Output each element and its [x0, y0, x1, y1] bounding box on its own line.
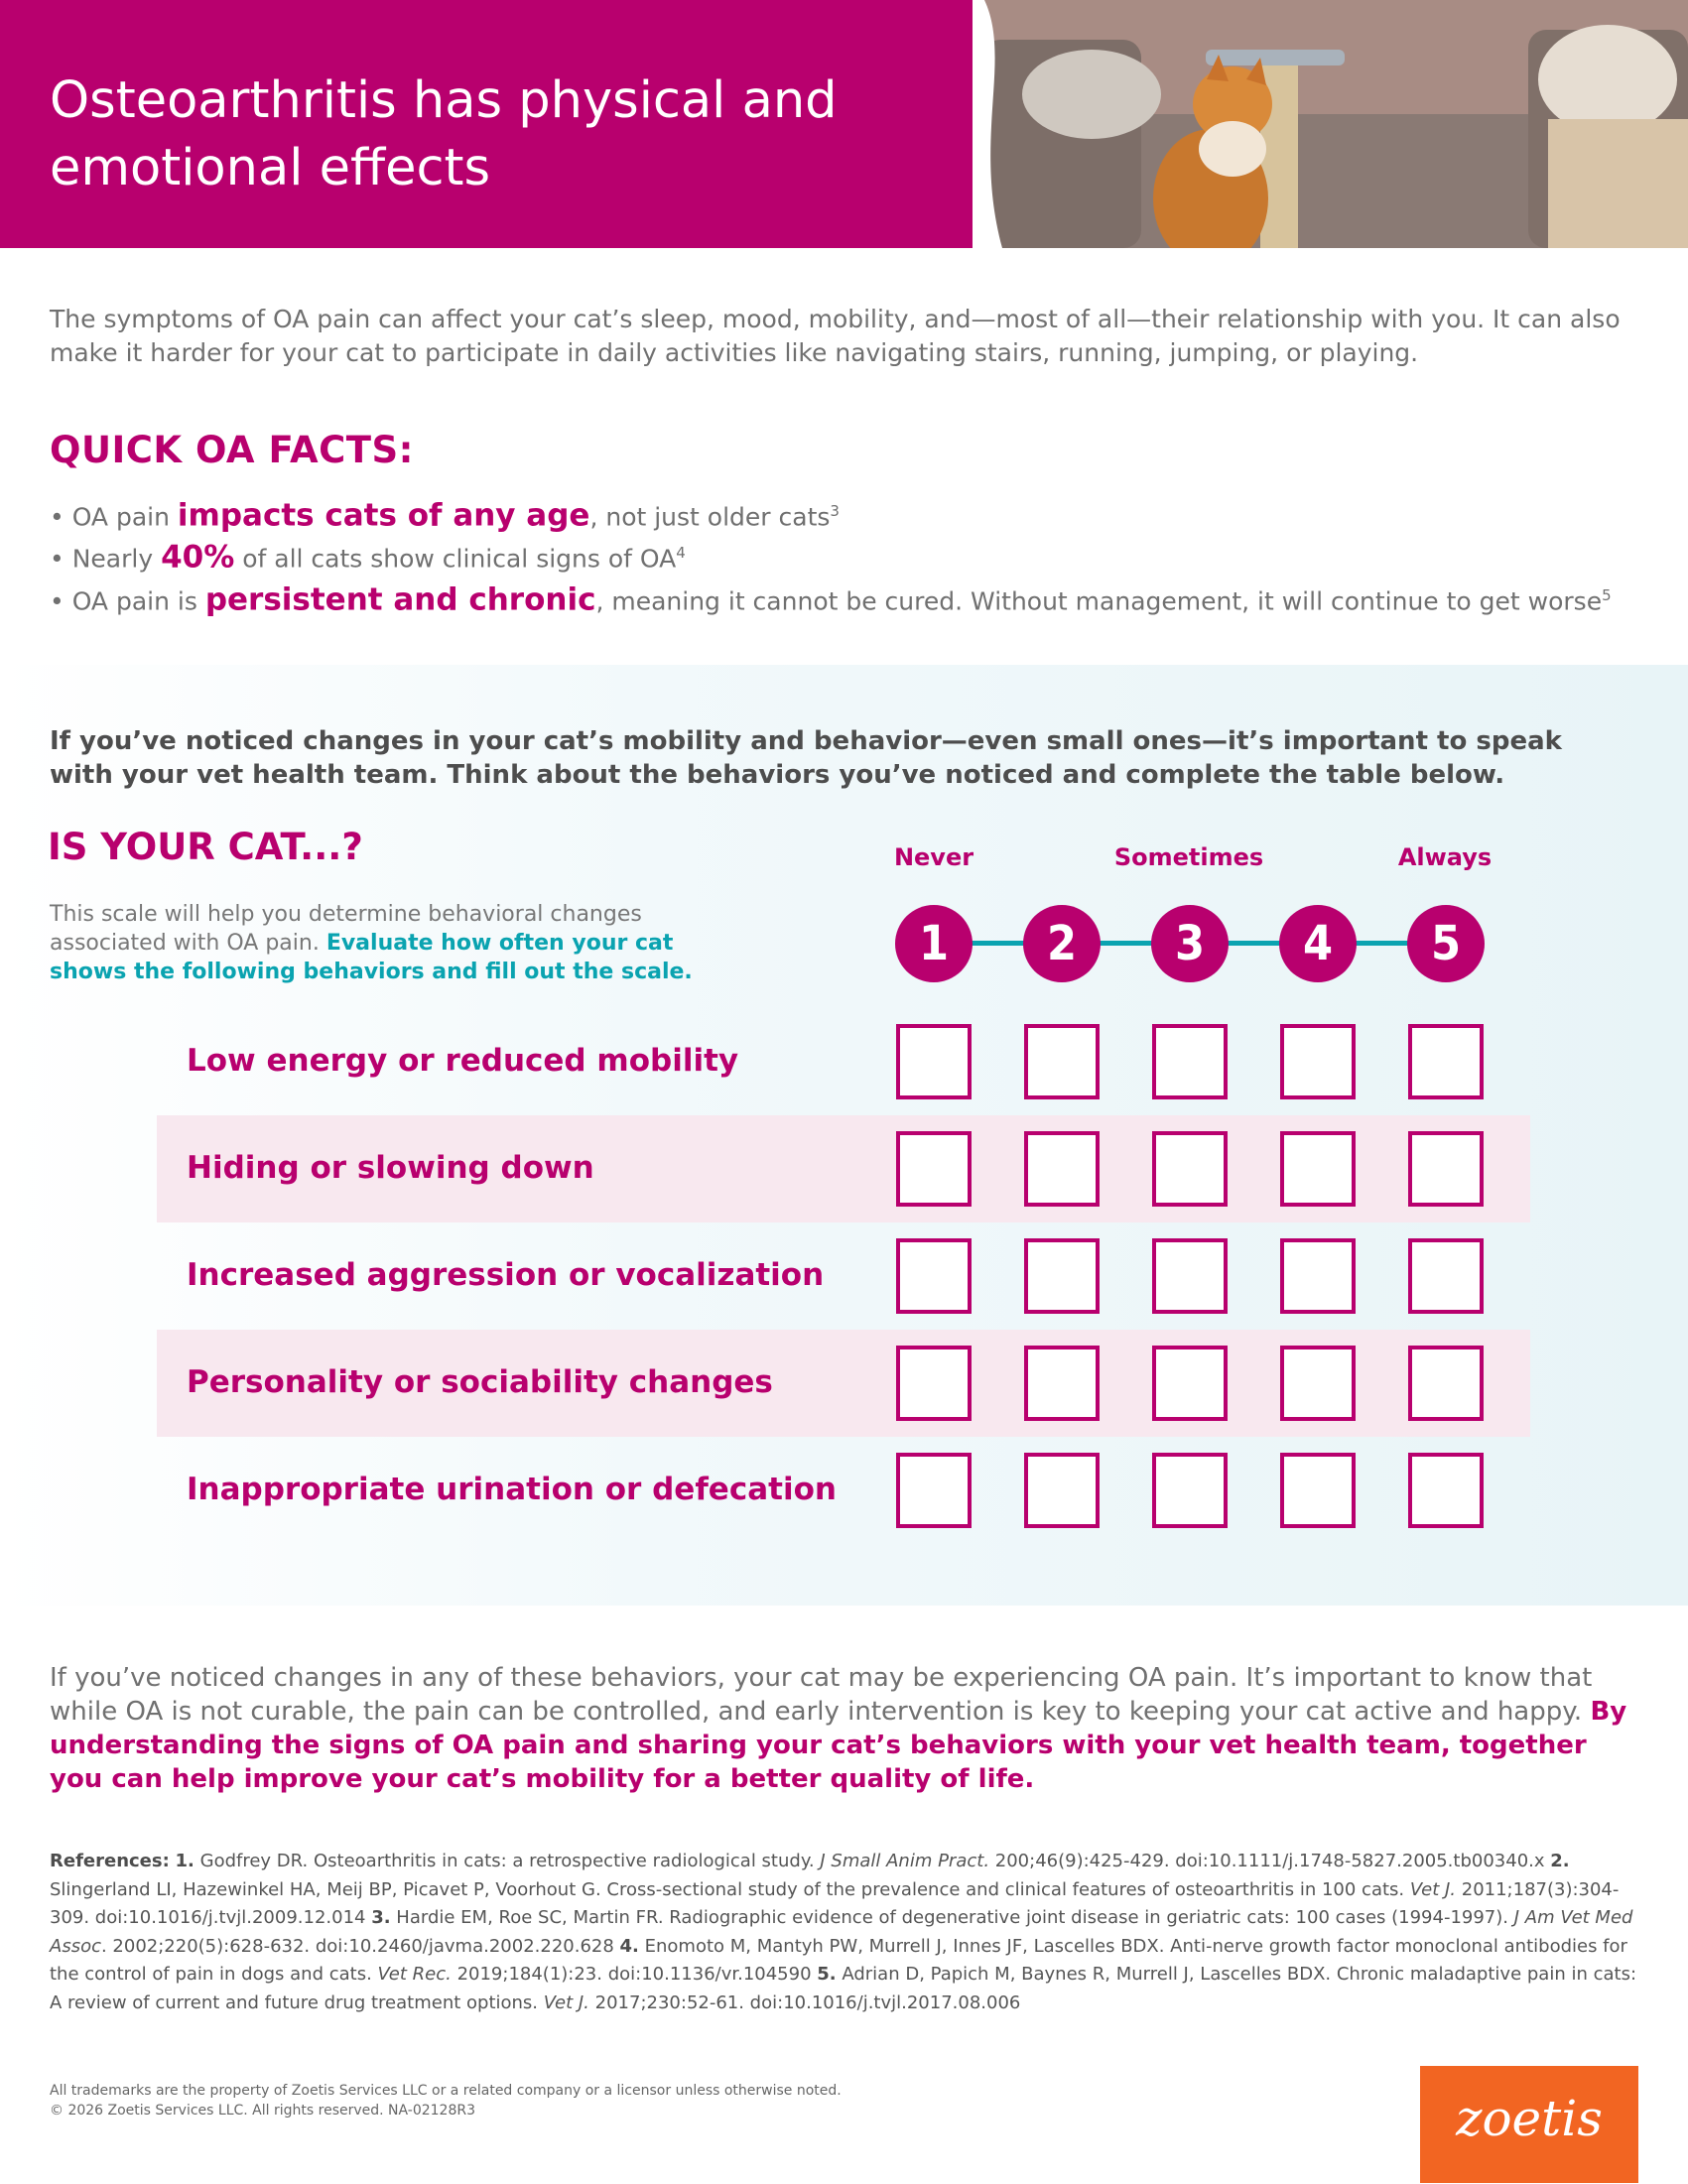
scale-description: This scale will help you determine behavioral changes associated with OA pain. Evaluate how often your cat shows the following behaviors and fill out the scale.: [50, 902, 693, 984]
rating-checkbox-5[interactable]: [1408, 1024, 1484, 1099]
references: References: 1. Godfrey DR. Osteoarthritis in cats: a retrospective radiological study. J Small Anim Pract. 200;46(9):425-429. doi:10.1111/j.1748-5827.2005.tb00340.x 2. Slingerland LI, Hazewinkel HA, Meij BP, Picavet P, Voorhout G. Cross-sectional study of the prevalence and clinical features of osteoarthritis in 100 cats. Vet J. 2011;187(3):304-309. doi:10.1016/j.tvjl.2009.12.014 3. Hardie EM, Roe SC, Martin FR. Radiographic evidence of degenerative joint disease in geriatric cats: 100 cases (1994-1997). J Am Vet Med Assoc. 2002;220(5):628-632. doi:10.2460/javma.2002.220.628 4. Enomoto M, Mantyh PW, Murrell J, Innes JF, Lascelles BDX. Anti-nerve growth factor monoclonal antibodies for the control of pain in dogs and cats. Vet Rec. 2019;184(1):23. doi:10.1136/vr.104590 5. Adrian D, Papich M, Baynes R, Murrell J, Lascelles BDX. Chronic maladaptive pain in cats: A review of current and future drug treatment options. Vet J. 2017;230:52-61. doi:10.1016/j.tvjl.2017.08.006: [50, 1851, 1637, 2013]
rating-checkbox-3[interactable]: [1152, 1238, 1228, 1314]
behavior-row: [157, 1115, 1530, 1222]
behavior-label: Hiding or slowing down: [187, 1150, 594, 1186]
scale-number-2: 2: [1023, 905, 1101, 982]
scale-label-always: Always: [1397, 843, 1493, 871]
scale-number-5: 5: [1407, 905, 1485, 982]
rating-checkbox-3[interactable]: [1152, 1346, 1228, 1421]
rating-checkbox-1[interactable]: [896, 1453, 972, 1528]
cat-photo: [973, 0, 1688, 248]
scale-number-4: 4: [1279, 905, 1357, 982]
rating-checkbox-4[interactable]: [1280, 1346, 1356, 1421]
facts-list: [50, 493, 1667, 619]
intro-paragraph: The symptoms of OA pain can affect your cat’s sleep, mood, mobility, and—most of all—their relationship with you. It can also make it harder for your cat to participate in daily activities like navigating stairs, running, jumping, or playing.: [50, 305, 1621, 367]
rating-checkbox-5[interactable]: [1408, 1131, 1484, 1207]
behavior-label: Low energy or reduced mobility: [187, 1043, 739, 1079]
rating-checkbox-3[interactable]: [1152, 1131, 1228, 1207]
rating-checkbox-5[interactable]: [1408, 1238, 1484, 1314]
rating-checkbox-2[interactable]: [1024, 1453, 1100, 1528]
rating-checkbox-4[interactable]: [1280, 1024, 1356, 1099]
legal-notice: [50, 2081, 1042, 2120]
scale-label-sometimes: Sometimes: [1113, 843, 1264, 871]
fact-item: • Nearly 40% of all cats show clinical signs of $OA^4$: [50, 539, 686, 576]
behavior-label: Increased aggression or vocalization: [187, 1257, 825, 1293]
fact-item: • OA pain is persistent and chronic, meaning it cannot be cured. Without management, it will continue to get worse$^5$: [50, 580, 1612, 617]
logo-wordmark: zoetis: [1456, 2090, 1603, 2147]
behavior-row: [157, 1222, 1530, 1330]
rating-checkbox-5[interactable]: [1408, 1453, 1484, 1528]
callout-paragraph: If you’ve noticed changes in your cat’s mobility and behavior—even small ones—it’s important to speak with your vet health team. Think about the behaviors you’ve noticed and complete the table below.: [50, 726, 1562, 790]
rating-checkbox-4[interactable]: [1280, 1453, 1356, 1528]
page-title: Osteoarthritis has physical and emotional effects: [50, 71, 838, 197]
facts-heading: QUICK OA FACTS:: [50, 429, 414, 471]
behavior-label: Personality or sociability changes: [187, 1364, 773, 1400]
behavior-label: Inappropriate urination or defecation: [187, 1472, 837, 1507]
copyright-line: © 2026 Zoetis Services LLC. All rights reserved. NA-02128R3: [50, 2103, 476, 2119]
rating-checkbox-4[interactable]: [1280, 1131, 1356, 1207]
conclusion-paragraph: If you’ve noticed changes in any of these behaviors, your cat may be experiencing OA pain. It’s important to know that while OA is not curable, the pain can be controlled, and early intervention is key to keeping your cat active and happy. By understanding the signs of OA pain and sharing your cat’s behaviors with your vet health team, together you can help improve your cat’s mobility for a better quality of life.: [50, 1663, 1627, 1794]
zoetis-logo: [1420, 2066, 1638, 2183]
fact-item: • OA pain impacts cats of any age, not just older cats$^3$: [50, 497, 840, 534]
scale-heading: IS YOUR CAT...?: [48, 826, 363, 868]
rating-checkbox-2[interactable]: [1024, 1131, 1100, 1207]
scale-number-3: 3: [1151, 905, 1229, 982]
behavior-row: [157, 1330, 1530, 1437]
rating-checkbox-1[interactable]: [896, 1131, 972, 1207]
scale-number-1: 1: [895, 905, 973, 982]
rating-checkbox-1[interactable]: [896, 1024, 972, 1099]
rating-checkbox-2[interactable]: [1024, 1346, 1100, 1421]
rating-checkbox-4[interactable]: [1280, 1238, 1356, 1314]
behavior-row: [157, 1437, 1530, 1544]
rating-checkbox-2[interactable]: [1024, 1238, 1100, 1314]
scale-label-never: Never: [893, 843, 974, 871]
rating-checkbox-1[interactable]: [896, 1238, 972, 1314]
rating-checkbox-3[interactable]: [1152, 1024, 1228, 1099]
rating-checkbox-3[interactable]: [1152, 1453, 1228, 1528]
rating-checkbox-2[interactable]: [1024, 1024, 1100, 1099]
behavior-row: [157, 1008, 1530, 1115]
trademark-line: All trademarks are the property of Zoetis Services LLC or a related company or a licensor unless otherwise noted.: [50, 2083, 842, 2099]
rating-checkbox-1[interactable]: [896, 1346, 972, 1421]
rating-checkbox-5[interactable]: [1408, 1346, 1484, 1421]
